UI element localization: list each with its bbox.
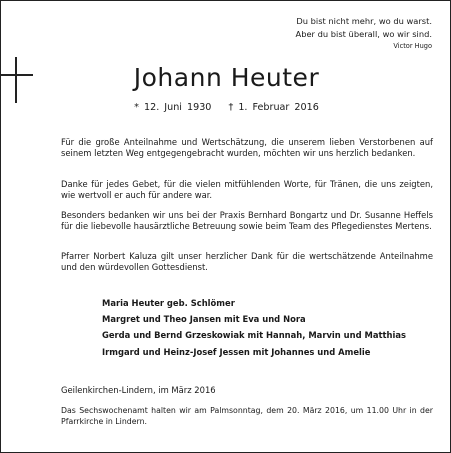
mourners-list (102, 295, 406, 360)
life-dates (1, 102, 451, 113)
thanks-paragraph-1: Für die große Anteilnahme und Wertschätzung, die unserem lieben Verstorbenen auf seinem letzten Weg entgegengebracht wurden, möchten wir uns herzlich bedanken. (61, 137, 433, 159)
death-date: † 1. Februar 2016 (228, 102, 319, 113)
mourner-line: Gerda und Bernd Grzeskowiak mit Hannah, Marvin und Matthias (102, 330, 406, 341)
deceased-name: Johann Heuter (133, 63, 320, 92)
quote-line-1: Du bist nicht mehr, wo du warst. (296, 16, 432, 26)
quote-line-2: Aber du bist überall, wo wir sind. (295, 28, 432, 39)
mourner-line: Maria Heuter geb. Schlömer (102, 298, 235, 308)
mourner-line: Margret und Theo Jansen mit Eva und Nora (102, 314, 306, 325)
quote-block (296, 15, 432, 52)
birth-date: * 12. Juni 1930 (134, 102, 212, 113)
thanks-paragraph-3: Besonders bedanken wir uns bei der Praxis Bernhard Bongartz und Dr. Susanne Heffels für die liebevolle hausärztliche Betreuung sowie beim Team des Pflegedienstes Mertens. (61, 210, 433, 232)
thanks-paragraph-2: Danke für jedes Gebet, für die vielen mitfühlenden Worte, für Tränen, die uns zeigten, wie wertvoll er auch für andere war. (61, 179, 433, 201)
mourner-line: Irmgard und Heinz-Josef Jessen mit Johannes und Amelie (102, 346, 371, 357)
place-and-date: Geilenkirchen-Lindern, im März 2016 (61, 385, 216, 395)
quote-author: Victor Hugo (393, 42, 432, 50)
memorial-mass-note: Das Sechswochenamt halten wir am Palmsonntag, dem 20. März 2016, um 11.00 Uhr in der Pfarrkirche in Lindern. (61, 406, 433, 426)
thanks-paragraph-4: Pfarrer Norbert Kaluza gilt unser herzlicher Dank für die wertschätzende Anteilnahme und den würdevollen Gottesdienst. (61, 251, 433, 273)
